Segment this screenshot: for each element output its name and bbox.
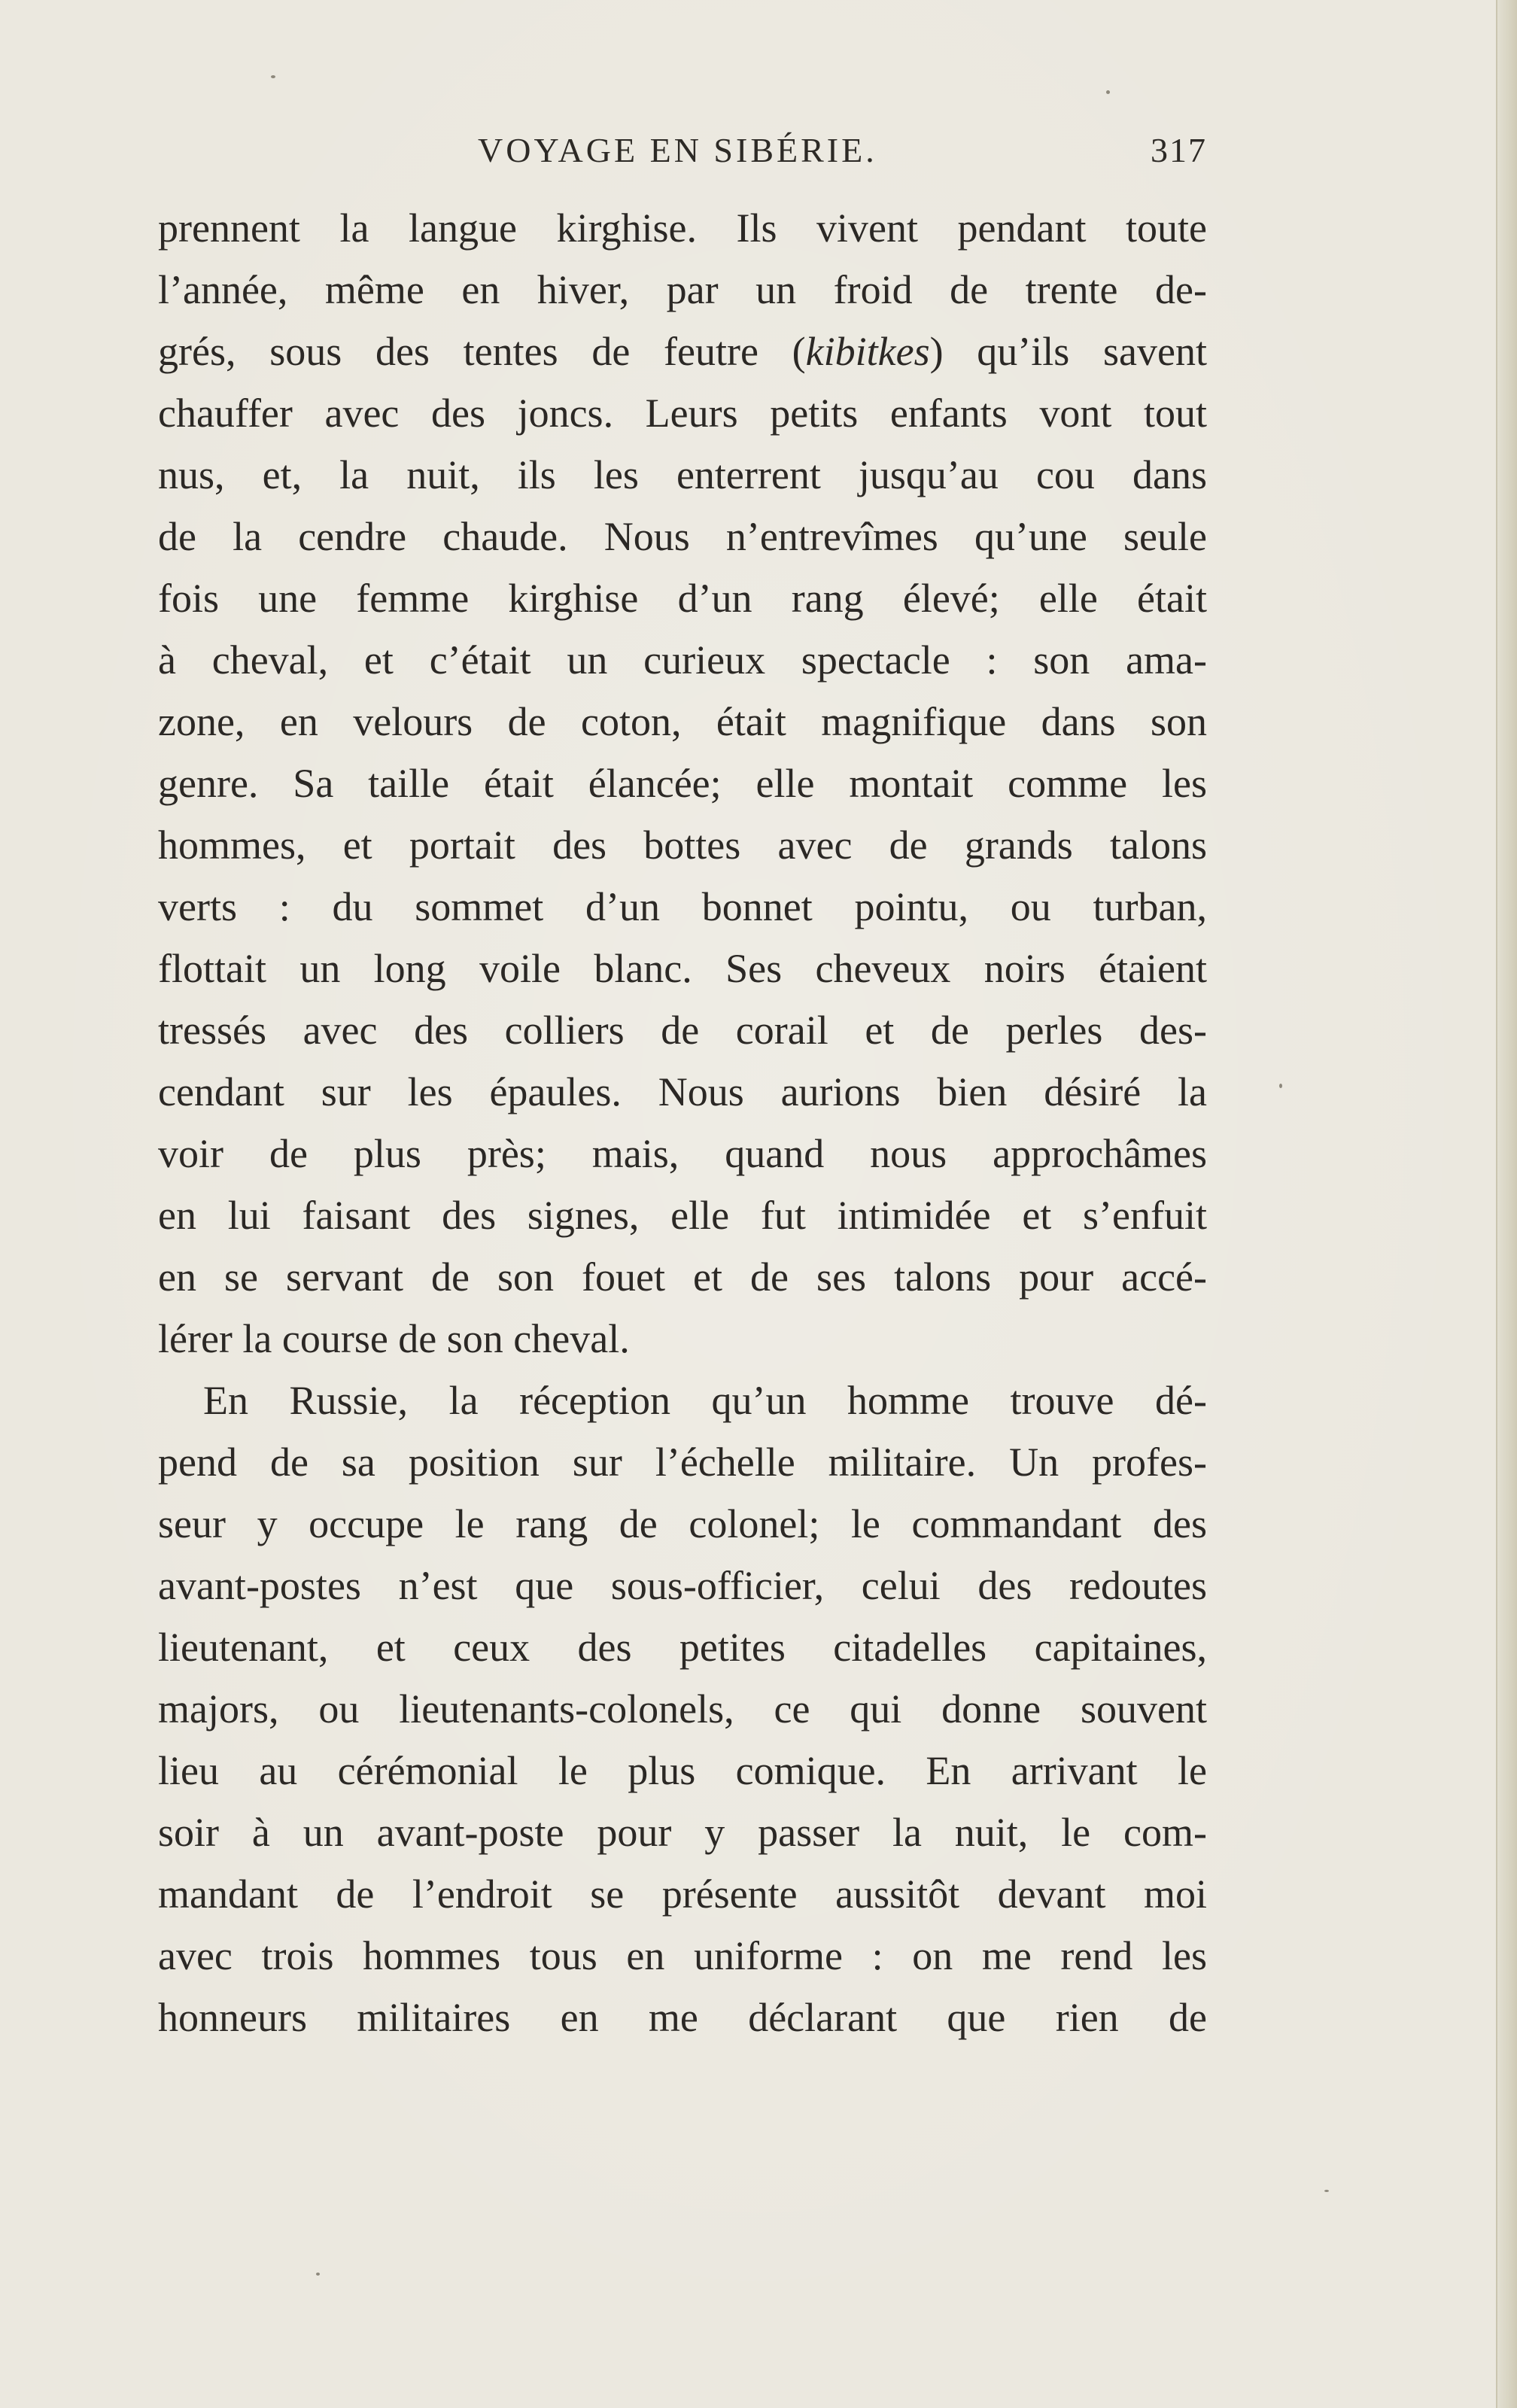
text-line: soir à un avant-poste pour y passer la nuit, le com- [158, 1810, 1207, 1855]
text-line: lieu au cérémonial le plus comique. En arrivant le [158, 1748, 1207, 1793]
text-line: nus, et, la nuit, ils les enterrent jusqu’au cou dans [158, 452, 1207, 497]
text-line: honneurs militaires en me déclarant que rien de [158, 1995, 1207, 2040]
text-line: lieutenant, et ceux des petites citadelles capitaines, [158, 1625, 1207, 1670]
page-number: 317 [1151, 131, 1207, 169]
body-text [158, 197, 1207, 2048]
page-edge [1496, 0, 1517, 2408]
paper-speck [271, 75, 275, 78]
paper-speck [1279, 1084, 1282, 1088]
text-line: genre. Sa taille était élancée; elle montait comme les [158, 761, 1207, 806]
paper-speck [1106, 90, 1110, 94]
text-line: fois une femme kirghise d’un rang élevé; elle était [158, 576, 1207, 621]
text-line: l’année, même en hiver, par un froid de trente de- [158, 267, 1207, 312]
text-line: hommes, et portait des bottes avec de grands talons [158, 822, 1207, 868]
text-line: majors, ou lieutenants-colonels, ce qui donne souvent [158, 1686, 1207, 1732]
italic-term: kibitkes [805, 329, 930, 374]
running-title: VOYAGE EN SIBÉRIE. [478, 131, 877, 169]
text-line: cendant sur les épaules. Nous aurions bien désiré la [158, 1069, 1207, 1114]
paragraph-start-line: En Russie, la réception qu’un homme trouve dé- [203, 1378, 1207, 1423]
text-segment: grés, sous des tentes de feutre ( [158, 329, 806, 374]
text-line: en se servant de son fouet et de ses talons pour accé- [158, 1254, 1207, 1300]
text-line: chauffer avec des joncs. Leurs petits enfants vont tout [158, 391, 1207, 436]
paper-speck [316, 2273, 320, 2276]
running-header [158, 124, 1207, 177]
text-line: pend de sa position sur l’échelle militaire. Un profes- [158, 1440, 1207, 1485]
text-line: flottait un long voile blanc. Ses cheveux noirs étaient [158, 946, 1207, 991]
text-line: avant-postes n’est que sous-officier, celui des redoutes [158, 1563, 1207, 1608]
text-line: mandant de l’endroit se présente aussitôt devant moi [158, 1871, 1207, 1917]
text-line: à cheval, et c’était un curieux spectacle : son ama- [158, 637, 1207, 683]
text-line: verts : du sommet d’un bonnet pointu, ou turban, [158, 884, 1207, 929]
text-line [158, 321, 1207, 382]
text-line: de la cendre chaude. Nous n’entrevîmes qu’une seule [158, 514, 1207, 559]
text-segment: ) qu’ils savent [929, 329, 1207, 374]
text-line: voir de plus près; mais, quand nous approchâmes [158, 1131, 1207, 1176]
text-line: tressés avec des colliers de corail et de perles des- [158, 1008, 1207, 1053]
text-line: seur y occupe le rang de colonel; le commandant des [158, 1501, 1207, 1546]
paragraph-end-line: lérer la course de son cheval. [158, 1316, 630, 1361]
text-line: avec trois hommes tous en uniforme : on me rend les [158, 1933, 1207, 1978]
text-line: en lui faisant des signes, elle fut intimidée et s’enfuit [158, 1193, 1207, 1238]
paper-speck [1324, 2190, 1329, 2192]
text-line: zone, en velours de coton, était magnifique dans son [158, 699, 1207, 744]
text-line: prennent la langue kirghise. Ils vivent pendant toute [158, 205, 1207, 251]
